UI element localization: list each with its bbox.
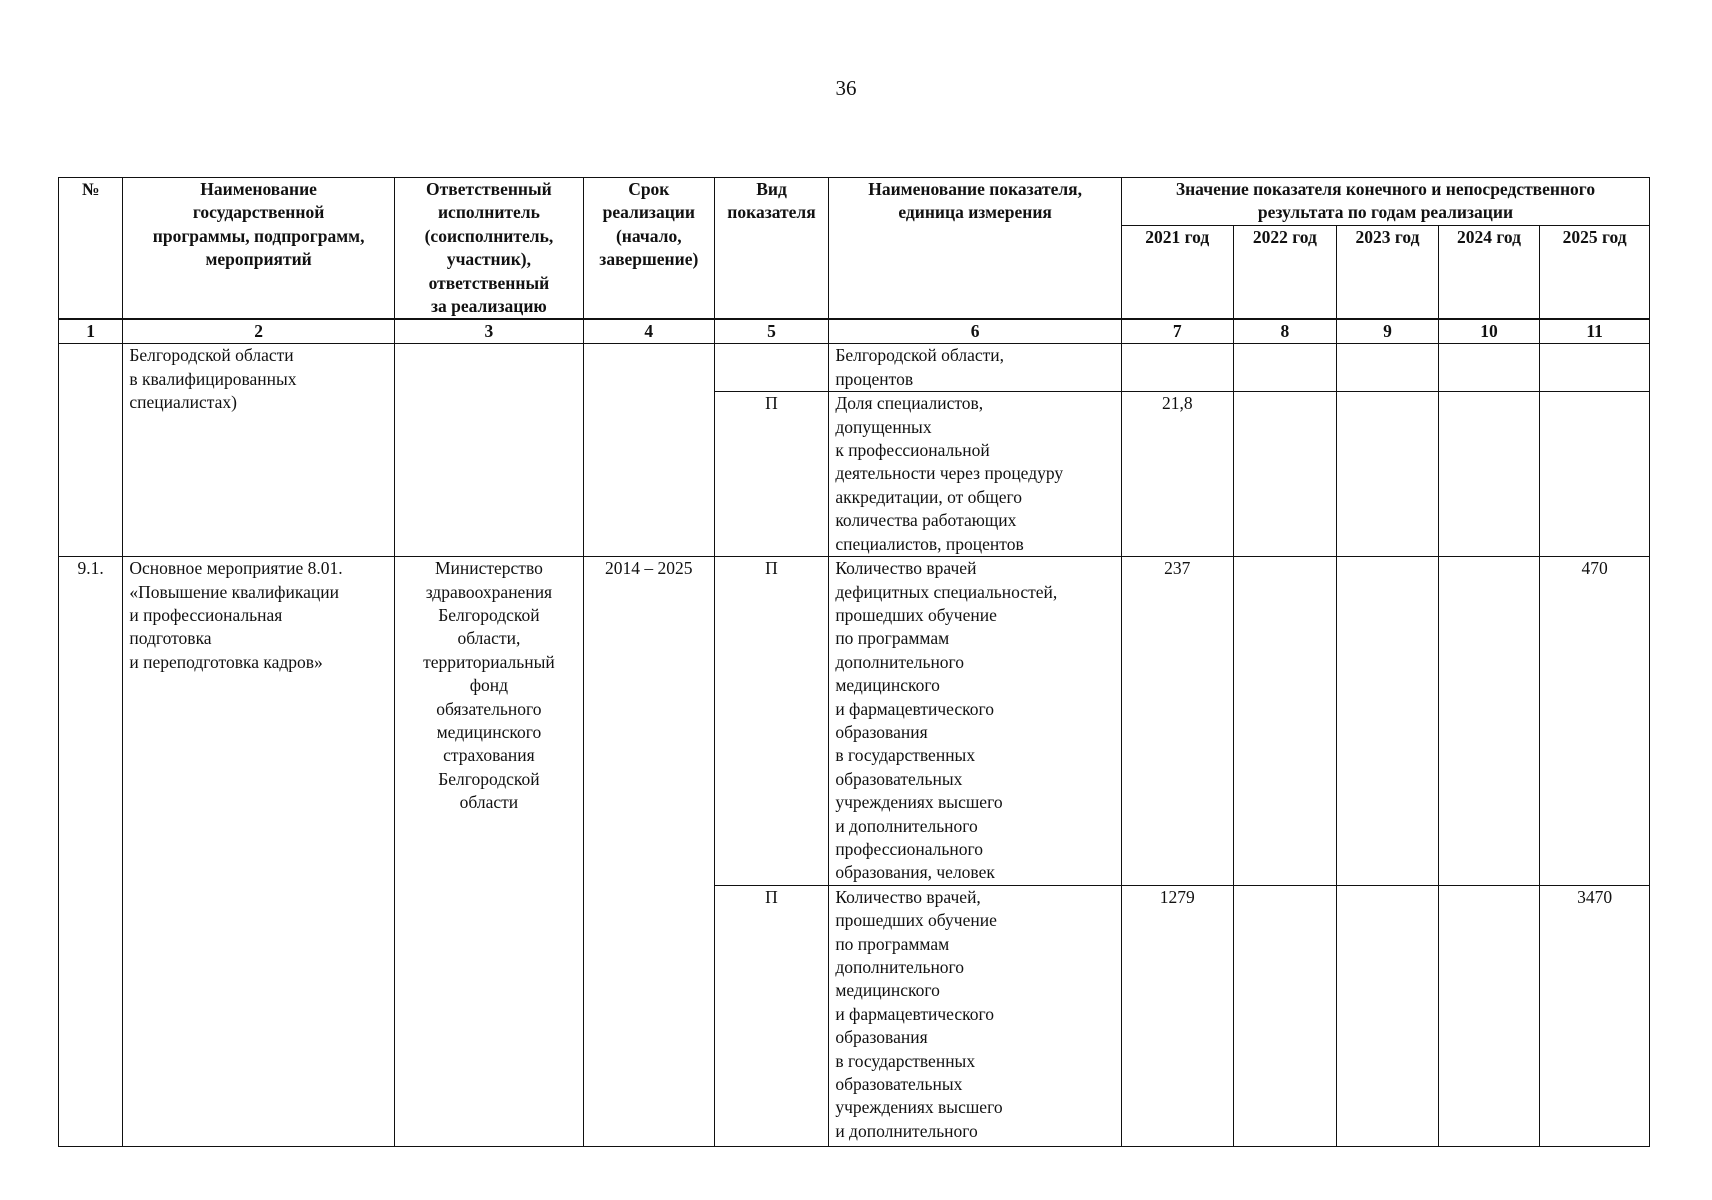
value-2024-cell [1438,392,1540,557]
header-year: 2024 год [1438,226,1540,320]
header-executor: Ответственный исполнитель (соисполнитель, участник), ответственный за реализацию [394,178,583,320]
indicator-type-cell: П [714,392,829,557]
header-period: Срок реализации (начало, завершение) [583,178,714,320]
indicator-name-cell: Количество врачей, прошедших обучение по программам дополнительного медицинского и фармацевтического образования в государственных образовательных учреждениях высшего и дополнительного [829,885,1122,1146]
indicator-name-cell: Количество врачей дефицитных специальностей, прошедших обучение по программам дополнительного медицинского и фармацевтического образования в государственных образовательных учреждениях высшего и дополнительного профессионального образования, человек [829,557,1122,886]
column-number: 10 [1438,319,1540,344]
column-number: 1 [59,319,123,344]
indicator-name-cell: Белгородской области, процентов [829,344,1122,392]
indicator-type-cell: П [714,885,829,1146]
value-2025-cell [1540,344,1650,392]
value-2023-cell [1337,392,1439,557]
indicator-type-cell [714,344,829,392]
value-2025-cell: 470 [1540,557,1650,886]
value-2022-cell [1233,392,1337,557]
page-number: 36 [835,76,857,100]
value-2025-cell [1540,392,1650,557]
header-program-name: Наименование государственной программы, подпрограмм, мероприятий [123,178,395,320]
column-number: 3 [394,319,583,344]
period-cell: 2014 – 2025 [583,557,714,1147]
value-2025-cell: 3470 [1540,885,1650,1146]
column-number: 11 [1540,319,1650,344]
column-number: 8 [1233,319,1337,344]
header-year: 2021 год [1121,226,1233,320]
column-number-row [59,319,1650,344]
indicator-type-cell: П [714,557,829,886]
value-2023-cell [1337,344,1439,392]
column-number: 5 [714,319,829,344]
header-year: 2023 год [1337,226,1439,320]
header-number: № [59,178,123,320]
column-number: 7 [1121,319,1233,344]
value-2024-cell [1438,344,1540,392]
header-year: 2025 год [1540,226,1650,320]
value-2023-cell [1337,557,1439,886]
value-2024-cell [1438,885,1540,1146]
value-2022-cell [1233,885,1337,1146]
column-number: 6 [829,319,1122,344]
header-values-group: Значение показателя конечного и непосредственного результата по годам реализации [1121,178,1649,226]
table-row [59,557,1650,886]
header-indicator-type: Вид показателя [714,178,829,320]
row-number: 9.1. [59,557,123,1147]
program-name-cell: Белгородской области в квалифицированных специалистах) [123,344,395,557]
value-2023-cell [1337,885,1439,1146]
value-2021-cell [1121,344,1233,392]
executor-cell [394,344,583,557]
value-2022-cell [1233,557,1337,886]
value-2021-cell: 21,8 [1121,392,1233,557]
program-name-cell: Основное мероприятие 8.01. «Повышение квалификации и профессиональная подготовка и переподготовка кадров» [123,557,395,1147]
value-2021-cell: 237 [1121,557,1233,886]
column-number: 4 [583,319,714,344]
program-indicators-table [58,177,1650,1147]
executor-cell: Министерство здравоохранения Белгородской области, территориальный фонд обязательного медицинского страхования Белгородской области [394,557,583,1147]
value-2022-cell [1233,344,1337,392]
value-2024-cell [1438,557,1540,886]
indicator-name-cell: Доля специалистов, допущенных к профессиональной деятельности через процедуру аккредитации, от общего количества работающих специалистов, процентов [829,392,1122,557]
header-indicator-name: Наименование показателя, единица измерения [829,178,1122,320]
period-cell [583,344,714,557]
header-row-top [59,178,1650,226]
row-number [59,344,123,557]
value-2021-cell: 1279 [1121,885,1233,1146]
header-year: 2022 год [1233,226,1337,320]
column-number: 9 [1337,319,1439,344]
table-row [59,344,1650,392]
column-number: 2 [123,319,395,344]
